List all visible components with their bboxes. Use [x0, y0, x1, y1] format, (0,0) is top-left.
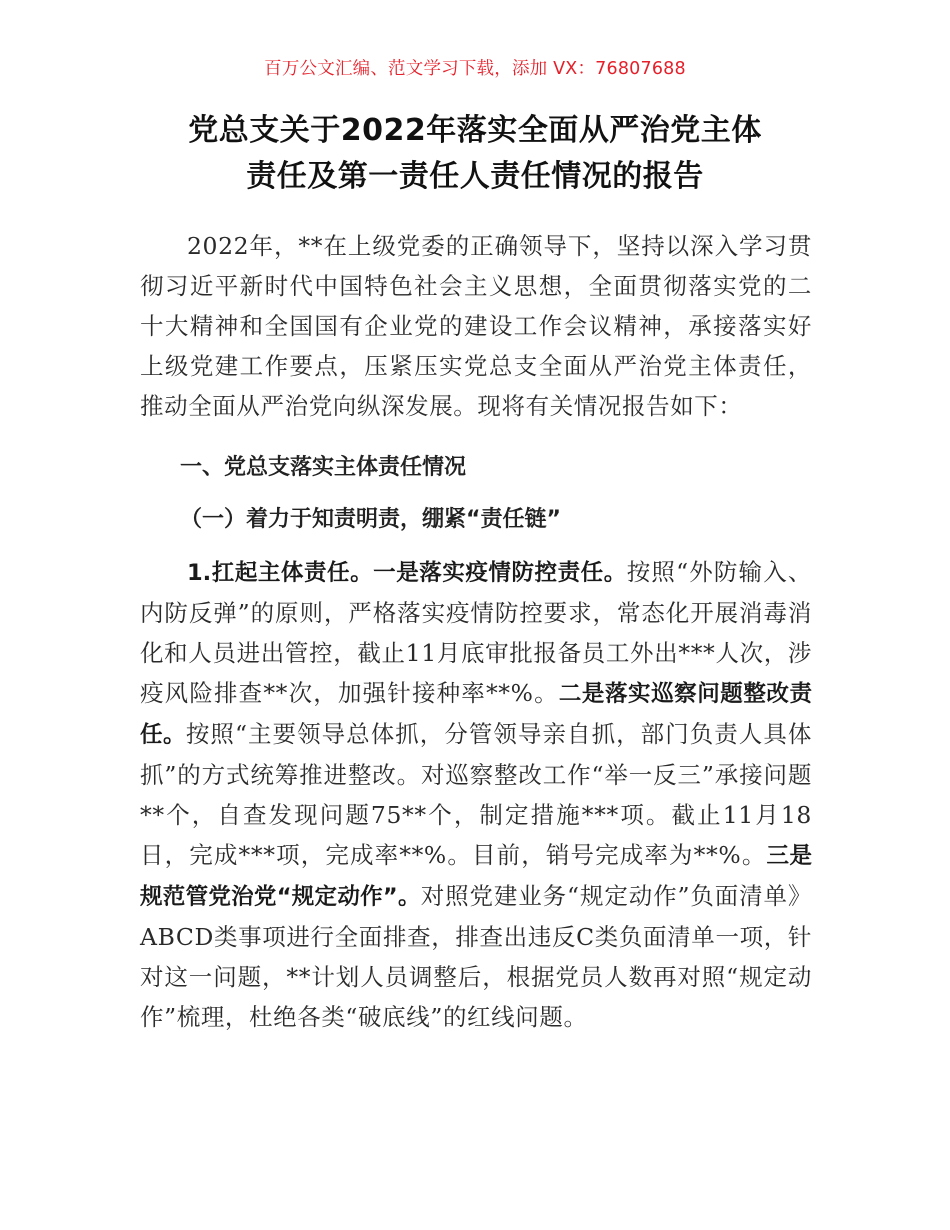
document-body: [140, 226, 812, 1037]
point-1-heading: 一是落实疫情防控责任。: [373, 560, 627, 586]
document-title-line-2: 责任及第一责任人责任情况的报告: [246, 159, 704, 194]
point-1-text: 按照“外防输入、内防反弹”的原则，严格落实疫情防控要求，常态化开展消毒消化和人员进出管控，截止11月底审批报备员工外出***人次，涉疫风险排查**次，加强针接种率**%。: [140, 558, 812, 707]
point-2-heading: 二是落实巡察问题整改责任。: [140, 681, 812, 748]
item-1-lead: 1.扛起主体责任。: [187, 560, 374, 586]
section-heading-1: 一、党总支落实主体责任情况: [180, 455, 467, 480]
point-2-text: 按照“主要领导总体抓，分管领导亲自抓，部门负责人具体抓”的方式统筹推进整改。对巡察整改工作“举一反三”承接问题**个，自查发现问题75**个，制定措施***项。截止11月18日，完成***项，完成率**%。目前，销号完成率为**%。: [140, 720, 812, 869]
item-1-paragraph: [140, 552, 812, 1037]
point-3-heading: 三是规范管党治党“规定动作”。: [140, 843, 812, 910]
subsection-heading-1: （一）着力于知责明责，绷紧“责任链”: [180, 507, 561, 532]
intro-paragraph: 2022年，**在上级党委的正确领导下，坚持以深入学习贯彻习近平新时代中国特色社会主义思想，全面贯彻落实党的二十大精神和全国国有企业党的建设工作会议精神，承接落实好上级党建工作要点，压紧压实党总支全面从严治党主体责任，推动全面从严治党向纵深发展。现将有关情况报告如下：: [140, 232, 812, 420]
point-3-text: 对照党建业务“规定动作”负面清单》ABCD类事项进行全面排查，排查出违反C类负面清单一项，针对这一问题，**计划人员调整后，根据党员人数再对照“规定动作”梳理，杜绝各类“破底线”的红线问题。: [140, 882, 812, 1031]
document-title-line-1: 党总支关于2022年落实全面从严治党主体: [188, 113, 762, 148]
watermark-banner: 百万公文汇编、范文学习下载，添加 VX：76807688: [264, 59, 686, 79]
document-title: [0, 108, 950, 200]
